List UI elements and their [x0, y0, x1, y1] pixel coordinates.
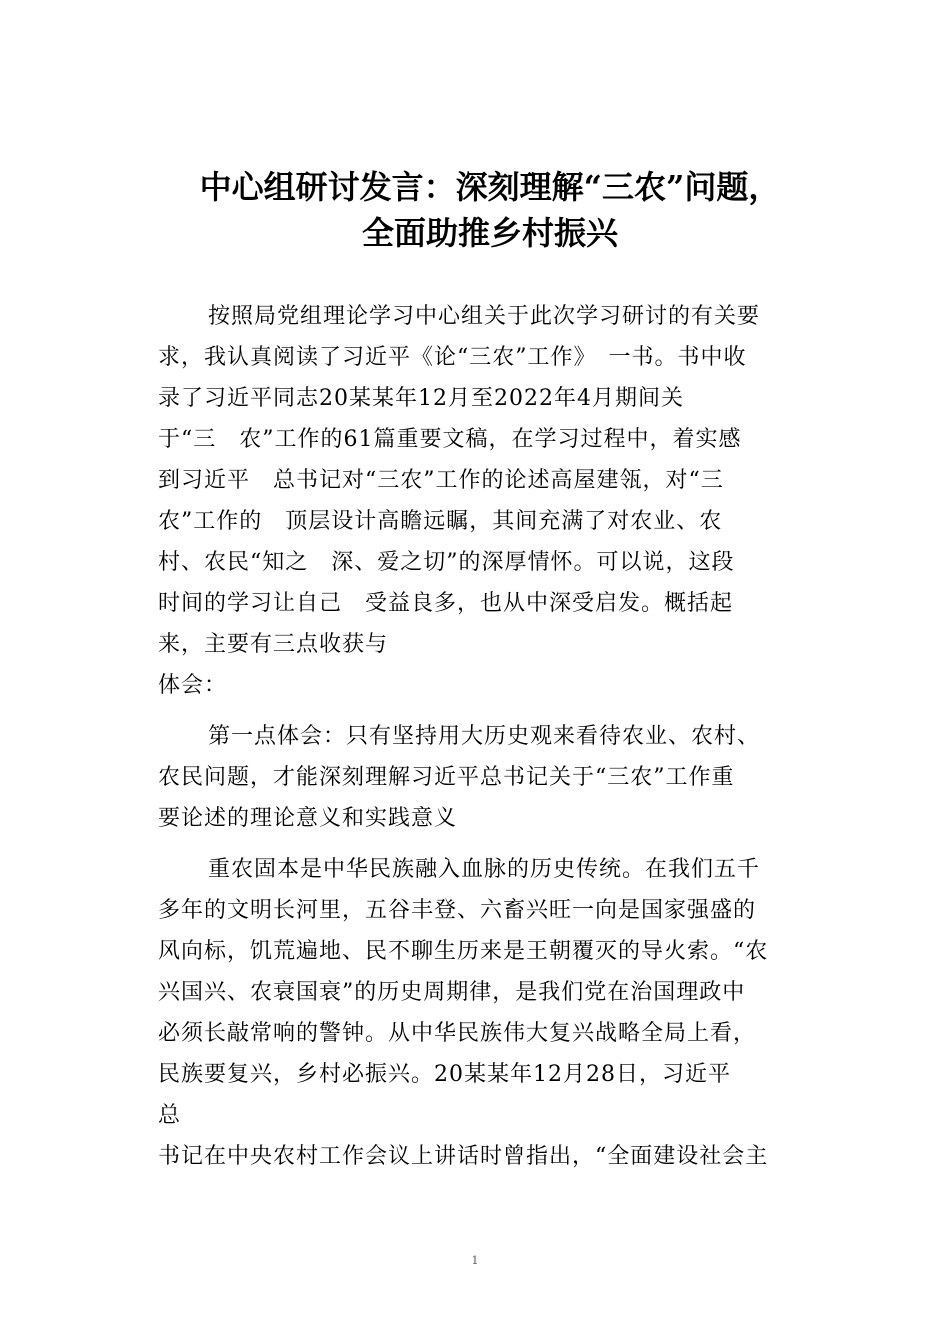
paragraph-line: 农”工作的 顶层设计高瞻远瞩，其间充满了对农业、农 — [158, 509, 723, 534]
paragraph-line: 于“三 农”工作的61篇重要文稿，在学习过程中，着实感 — [158, 427, 742, 452]
paragraph-first-point — [158, 716, 828, 839]
paragraph-line: 村、农民“知之 深、爱之切”的深厚情怀。可以说，这段 — [158, 550, 735, 575]
page-number: 1 — [471, 1254, 479, 1267]
title-line-1: 中心组研讨发言：深刻理解“三农”问题， — [199, 168, 781, 206]
paragraph-line: 要论述的理论意义和实践意义 — [158, 806, 458, 831]
paragraph-line: 必须长敲常响的警钟。从中华民族伟大复兴战略全局上看， — [158, 1021, 757, 1046]
paragraph-line: 时间的学习让自己 受益良多，也从中深受启发。概括起 — [158, 591, 734, 616]
paragraph-line: 农民问题，才能深刻理解习近平总书记关于“三农”工作重 — [158, 765, 735, 790]
paragraph-history — [158, 849, 828, 1177]
paragraph-line: 兴国兴、农衰国衰”的历史周期律，是我们党在治国理政中 — [158, 980, 746, 1005]
paragraph-line: 书记在中央农村工作会议上讲话时曾指出，“全面建设社会主 — [158, 1144, 769, 1169]
paragraph-line: 按照局党组理论学习中心组关于此次学习研讨的有关要 — [208, 304, 761, 329]
paragraph-line: 来，主要有三点收获与 — [158, 632, 389, 657]
paragraph-line: 体会： — [158, 673, 228, 698]
paragraph-line: 求，我认真阅读了习近平《论“三农”工作》 一书。书中收 — [158, 345, 747, 370]
paragraph-line: 总 — [158, 1103, 182, 1128]
document-body — [158, 296, 828, 1177]
paragraph-line: 到习近平 总书记对“三农”工作的论述高屋建瓴，对“三 — [158, 468, 724, 493]
paragraph-line: 第一点体会：只有坚持用大历史观来看待农业、农村、 — [208, 724, 761, 749]
paragraph-line: 多年的文明长河里，五谷丰登、六畜兴旺一向是国家强盛的 — [158, 898, 757, 923]
document-title — [150, 164, 830, 256]
paragraph-intro — [158, 296, 828, 706]
paragraph-line: 风向标，饥荒遍地、民不聊生历来是王朝覆灭的导火索。“农 — [158, 939, 769, 964]
paragraph-line: 录了习近平同志20某某年12月至2022年4月期间关 — [158, 386, 684, 411]
paragraph-line: 重农固本是中华民族融入血脉的历史传统。在我们五千 — [208, 857, 761, 882]
title-line-2: 全面助推乡村振兴 — [361, 214, 618, 252]
paragraph-line: 民族要复兴，乡村必振兴。20某某年12月28日，习近平 — [158, 1062, 731, 1087]
